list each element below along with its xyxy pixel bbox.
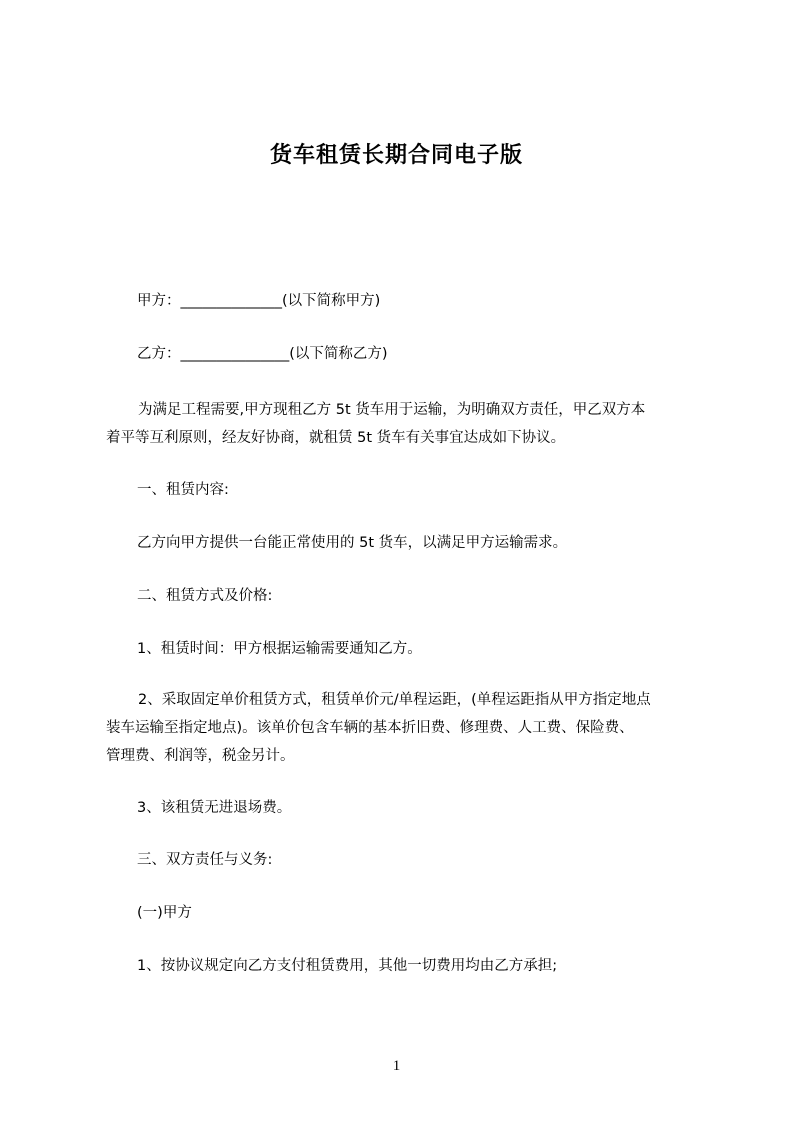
party-b-line: 乙方：_______________(以下简称乙方) — [137, 346, 388, 362]
intro-paragraph — [106, 396, 706, 452]
party-a-line: 甲方：______________(以下简称甲方) — [137, 293, 381, 309]
section-2-item-1: 1、租赁时间：甲方根据运输需要通知乙方。 — [137, 641, 422, 657]
section-2-item-2 — [106, 686, 706, 770]
subsection-a-item-1: 1、按协议规定向乙方支付租赁费用，其他一切费用均由乙方承担; — [137, 958, 558, 974]
section-3-heading: 三、双方责任与义务: — [137, 852, 273, 868]
item-2-line-3: 管理费、利润等，税金另计。 — [106, 748, 295, 764]
subsection-a-heading: (一)甲方 — [137, 905, 192, 921]
section-1-text: 乙方向甲方提供一台能正常使用的 5t 货车，以满足甲方运输需求。 — [137, 535, 568, 551]
intro-line-2: 着平等互利原则，经友好协商，就租赁 5t 货车有关事宜达成如下协议。 — [106, 430, 566, 446]
item-2-line-1: 2、采取固定单价租赁方式，租赁单价元/单程运距，(单程运距指从甲方指定地点 — [138, 692, 651, 708]
page-number: 1 — [392, 1058, 401, 1074]
item-2-line-2: 装车运输至指定地点)。该单价包含车辆的基本折旧费、修理费、人工费、保险费、 — [106, 720, 634, 736]
section-2-heading: 二、租赁方式及价格: — [137, 588, 273, 604]
section-2-item-3: 3、该租赁无进退场费。 — [137, 800, 292, 816]
document-title: 货车租赁长期合同电子版 — [269, 143, 523, 168]
intro-line-1: 为满足工程需要,甲方现租乙方 5t 货车用于运输，为明确双方责任，甲乙双方本 — [138, 402, 646, 418]
section-1-heading: 一、租赁内容: — [137, 482, 229, 498]
